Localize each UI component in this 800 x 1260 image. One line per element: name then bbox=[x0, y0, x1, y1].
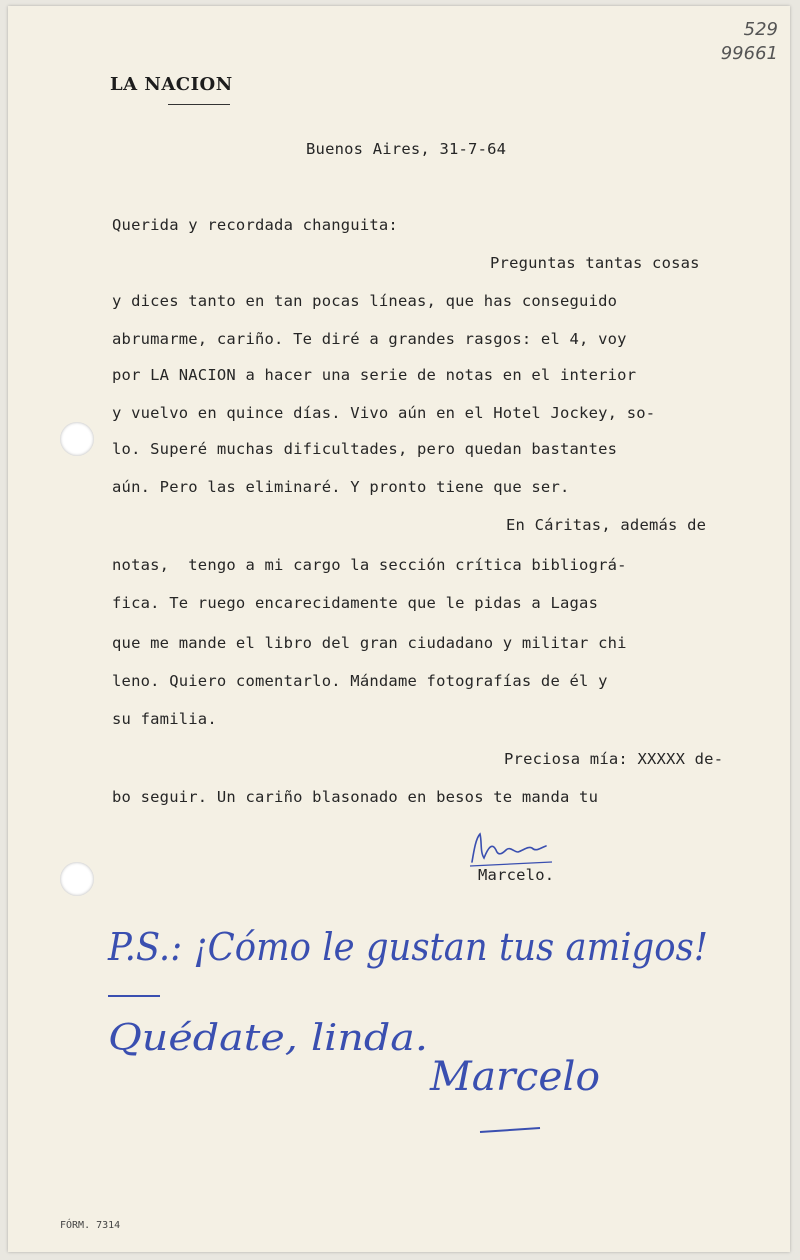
letterhead-rule bbox=[168, 104, 230, 105]
form-number: FÓRM. 7314 bbox=[60, 1220, 121, 1231]
body-line: Preguntas tantas cosas bbox=[490, 254, 700, 272]
letterhead: LA NACION bbox=[110, 74, 233, 95]
handwritten-line: Marcelo bbox=[428, 1054, 600, 1100]
body-line: Preciosa mía: XXXXX de- bbox=[504, 750, 724, 768]
body-line: bo seguir. Un cariño blasonado en besos te manda tu bbox=[112, 788, 599, 806]
body-line: abrumarme, cariño. Te diré a grandes rasgos: el 4, voy bbox=[112, 330, 627, 348]
body-line: su familia. bbox=[112, 710, 217, 728]
punch-hole bbox=[60, 862, 94, 896]
archive-number-bottom: 99661 bbox=[720, 43, 778, 64]
body-line: En Cáritas, además de bbox=[506, 516, 707, 534]
body-line: lo. Superé muchas dificultades, pero quedan bastantes bbox=[112, 440, 618, 458]
handwritten-line: Quédate, linda. bbox=[108, 1018, 428, 1059]
handwritten-line: P.S.: ¡Cómo le gustan tus amigos! bbox=[107, 925, 709, 969]
body-line: leno. Quiero comentarlo. Mándame fotografías de él y bbox=[112, 672, 608, 690]
handwritten-postscript bbox=[100, 890, 740, 1140]
body-line: que me mande el libro del gran ciudadano y militar chi bbox=[112, 634, 627, 652]
body-line: fica. Te ruego encarecidamente que le pidas a Lagas bbox=[112, 594, 599, 612]
body-line: y vuelvo en quince días. Vivo aún en el Hotel Jockey, so- bbox=[112, 404, 656, 422]
body-line: aún. Pero las eliminaré. Y pronto tiene que ser. bbox=[112, 478, 570, 496]
archive-number-top: 529 bbox=[743, 19, 778, 40]
punch-hole bbox=[60, 422, 94, 456]
body-line: notas, tengo a mi cargo la sección crítica bibliográ- bbox=[112, 556, 627, 574]
body-line: por LA NACION a hacer una serie de notas en el interior bbox=[112, 366, 637, 384]
body-line: y dices tanto en tan pocas líneas, que has conseguido bbox=[112, 292, 618, 310]
letter-date: Buenos Aires, 31-7-64 bbox=[306, 140, 507, 158]
archive-number bbox=[721, 18, 778, 66]
signature-name: Marcelo. bbox=[478, 866, 555, 884]
handwritten-signature-mark bbox=[466, 828, 556, 868]
salutation: Querida y recordada changuita: bbox=[112, 216, 398, 234]
